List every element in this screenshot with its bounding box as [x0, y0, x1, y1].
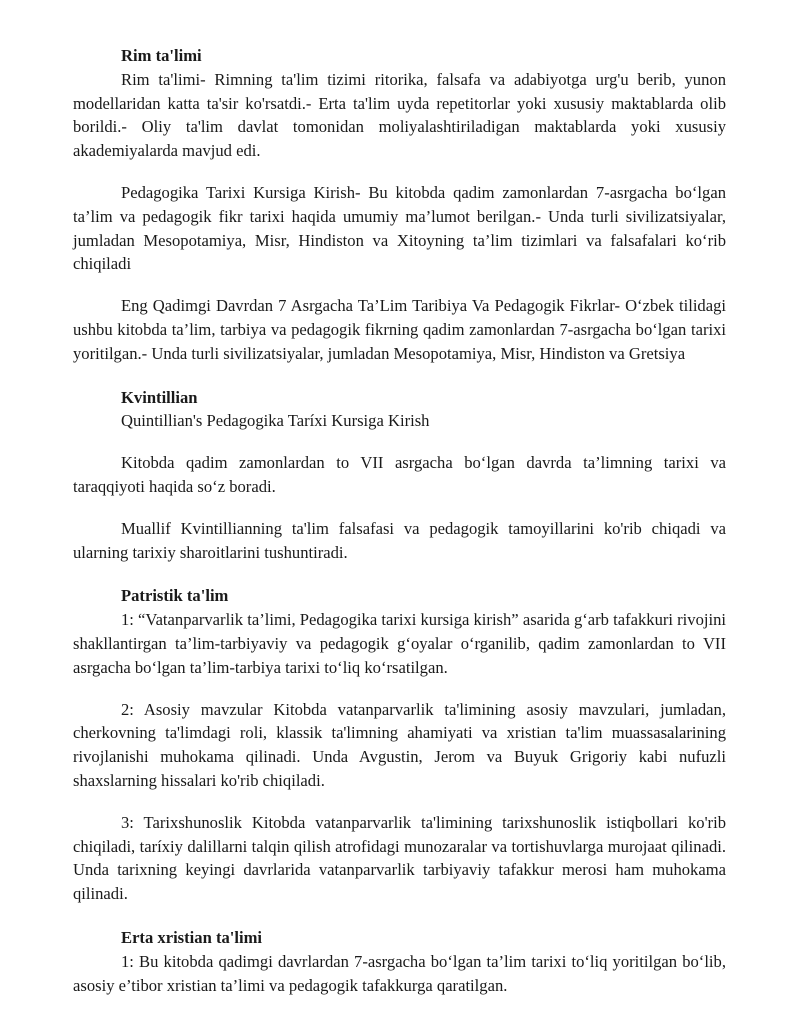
subtitle-kvintillian: Quintillian's Pedagogika Taríxi Kursiga Kirish [121, 411, 430, 431]
paragraph-gap [73, 433, 726, 451]
paragraph-patristik-2: 2: Asosiy mavzular Kitobda vatanparvarlik ta'limining asosiy mavzulari, jumladan, cherkovning ta'limdagi roli, klassik ta'limning ahamiyati va xristian ta'lim muassasalarining rivojlanishi muhokama qilinadi. Unda Avgustin, Jerom va Buyuk Grigoriy kabi nufuzli shaxslarning hissalari ko'rib chiqiladi. [73, 699, 726, 790]
heading-patristik-talim: Patristik ta'lim [121, 586, 229, 606]
paragraph-rim-1: Rim ta'limi- Rimning ta'lim tizimi ritorika, falsafa va adabiyotga urg'u berib, yunon modellaridan katta ta'sir ko'rsatdi.- Erta ta'lim uyda repetitorlar yoki xususiy maktablarda olib borildi.- Oliy ta'lim davlat tomonidan moliyalashtiriladigan maktablarda yoki xususiy akademiyalarda mavjud edi. [73, 69, 726, 161]
paragraph-patristik-3: 3: Tarixshunoslik Kitobda vatanparvarlik ta'limining tarixshunoslik istiqbollari ko'rib chiqiladi, taríxiy dalillarni talqin qilish atrofidagi munozaralar va tortishuvlarga murojaat qilinadi. Unda tarixning keyingi davrlarida vatanparvarlik tarbiyaviy tafakkur merosi ham muhokama qilinadi. [73, 812, 726, 904]
document-page [73, 44, 726, 997]
paragraph-gap [73, 499, 726, 517]
paragraph-rim-2: Pedagogika Tarixi Kursiga Kirish- Bu kitobda qadim zamonlardan 7-asrgacha bo‘lgan ta’lim va pedagogik fikr tarixi haqida umumiy ma’lumot berilgan.- Unda turli sivilizatsiyalar, jumladan Mesopotamiya, Misr, Hindiston va Xitoyning ta’lim tizimlari va falsafalari ko‘rib chiqiladi [73, 182, 726, 274]
section-gap [73, 906, 726, 926]
paragraph-kvintillian-1: Kitobda qadim zamonlardan to VII asrgacha bo‘lgan davrda ta’limning tarixi va taraqqiyoti haqida so‘z boradi. [73, 453, 726, 496]
section-gap [73, 366, 726, 386]
paragraph-gap [73, 793, 726, 811]
paragraph-erta-1: 1: Bu kitobda qadimgi davrlardan 7-asrgacha bo‘lgan ta’lim tarixi to‘liq yoritilgan bo‘lib, asosiy e’tibor xristian ta’limi va pedagogik tafakkurga qaratilgan. [73, 951, 726, 995]
heading-kvintillian: Kvintillian [121, 387, 198, 407]
heading-erta-xristian-talimi: Erta xristian ta'limi [121, 927, 263, 947]
paragraph-gap [73, 163, 726, 181]
paragraph-gap [73, 276, 726, 294]
paragraph-rim-3: Eng Qadimgi Davrdan 7 Asrgacha Ta’Lim Taribiya Va Pedagogik Fikrlar- O‘zbek tilidagi ushbu kitobda ta’lim, tarbiya va pedagogik fikrning qadim zamonlardan 7-asrgacha bo‘lgan tarixi yoritilgan.- Unda turli sivilizatsiyalar, jumladan Mesopotamiya, Misr, Hindiston va Gretsiya [73, 296, 726, 363]
paragraph-gap [73, 680, 726, 698]
heading-rim-talimi: Rim ta'limi [121, 46, 202, 65]
paragraph-patristik-1: 1: “Vatanparvarlik ta’limi, Pedagogika tarixi kursiga kirish” asarida g‘arb tafakkuri rivojini shakllantirgan ta’lim-tarbiyaviy va pedagogik g‘oyalar o‘rganilib, qadim zamonlardan to VII asrgacha bo‘lgan ta’lim-tarbiya tarixi to‘liq ko‘rsatilgan. [73, 610, 727, 677]
section-gap [73, 564, 726, 584]
paragraph-kvintillian-2: Muallif Kvintillianning ta'lim falsafasi va pedagogik tamoyillarini ko'rib chiqadi va ularning tarixiy sharoitlarini tushuntiradi. [73, 518, 726, 562]
